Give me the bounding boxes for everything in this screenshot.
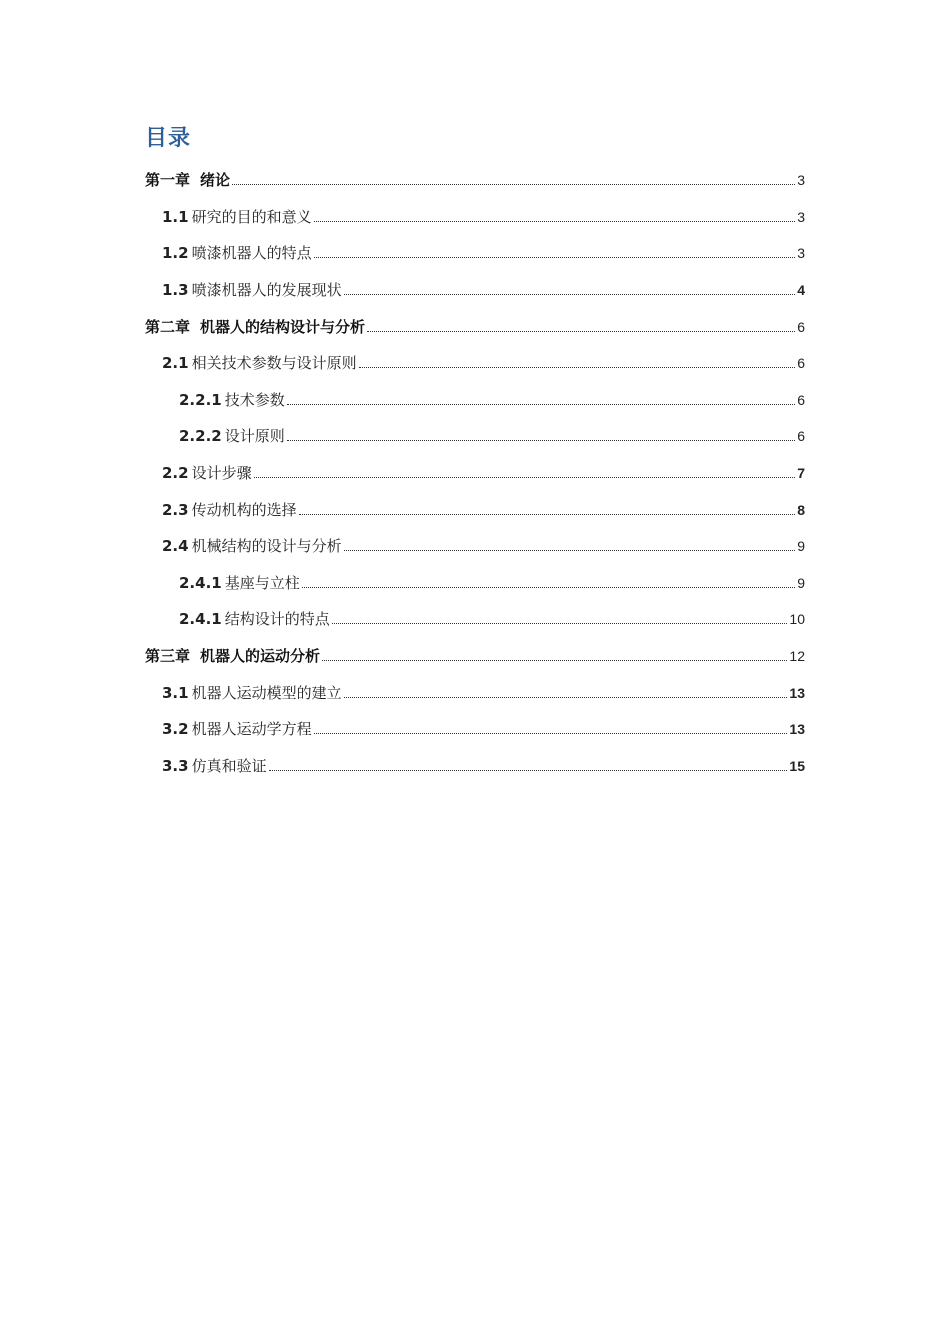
toc-entry-label: [162, 500, 297, 520]
toc-entry-number: 1.2: [162, 244, 189, 263]
toc-entry-number: 1.3: [162, 281, 189, 300]
toc-entry-page: 6: [797, 428, 805, 445]
toc-entry-title: 机器人的运动分析: [200, 647, 321, 666]
toc-dot-leader: [344, 536, 795, 556]
toc-entry-title: 基座与立柱: [224, 573, 300, 592]
toc-dot-leader: [254, 463, 795, 483]
toc-entry-title: 设计原则: [224, 427, 285, 446]
toc-entry[interactable]: [0, 638, 950, 675]
toc-entry-label: [179, 426, 285, 446]
toc-entry-number: 2.2: [162, 464, 189, 483]
toc-entry[interactable]: [0, 199, 950, 236]
toc-entry-number: 第二章: [145, 317, 191, 336]
toc-entry-number: 第三章: [145, 647, 191, 666]
toc-entry-title: 机器人运动模型的建立: [191, 683, 342, 702]
toc-entry-page: 8: [797, 501, 805, 518]
toc-entry-number: 1.1: [162, 207, 189, 226]
toc-entry-title: 机器人的结构设计与分析: [200, 317, 366, 336]
toc-entry-label: [179, 390, 285, 410]
toc-entry-title: 结构设计的特点: [224, 610, 330, 629]
toc-entry-page: 12: [789, 648, 805, 665]
toc-entry-label: [145, 646, 320, 666]
toc-entry-title: 设计步骤: [191, 464, 252, 483]
toc-entry-number: 第一章: [145, 171, 191, 190]
toc-dot-leader: [299, 500, 795, 520]
toc-entry[interactable]: [0, 674, 950, 711]
toc-dot-leader: [269, 756, 788, 776]
toc-entry-title: 绪论: [200, 171, 231, 190]
toc-entry[interactable]: [0, 235, 950, 272]
toc-entry-title: 传动机构的选择: [191, 500, 297, 519]
toc-entry-number: 2.1: [162, 354, 189, 373]
toc-entry-page: 7: [797, 465, 805, 482]
toc-entry-title: 喷漆机器人的发展现状: [191, 281, 342, 300]
toc-dot-leader: [322, 646, 787, 666]
toc-dot-leader: [314, 719, 788, 739]
toc-entry-title: 相关技术参数与设计原则: [191, 354, 357, 373]
toc-entry-number: 2.4: [162, 537, 189, 556]
toc-entry[interactable]: [0, 711, 950, 748]
toc-entry-page: 3: [797, 172, 805, 189]
toc-entry-label: [162, 719, 312, 739]
toc-entry[interactable]: [0, 455, 950, 492]
toc-entry-page: 13: [789, 684, 805, 701]
toc-entry-number: 2.4.1: [179, 573, 222, 592]
toc-title: 目录: [145, 126, 192, 151]
toc-entry[interactable]: [0, 601, 950, 638]
toc-entry[interactable]: [0, 528, 950, 565]
toc-entry-page: 9: [797, 538, 805, 555]
toc-dot-leader: [232, 170, 795, 190]
toc-entry[interactable]: [0, 418, 950, 455]
toc-entry-label: [162, 280, 342, 300]
toc-entry-number: 2.2.2: [179, 427, 222, 446]
toc-entry-title: 喷漆机器人的特点: [191, 244, 312, 263]
toc-entry-number: 3.1: [162, 683, 189, 702]
toc-entry-label: [162, 463, 252, 483]
toc-entry-page: 3: [797, 208, 805, 225]
toc-entry[interactable]: [0, 345, 950, 382]
toc-entry-label: [162, 207, 312, 227]
toc-entry[interactable]: [0, 491, 950, 528]
toc-entry-label: [162, 536, 342, 556]
toc-entry-page: 6: [797, 391, 805, 408]
toc-entry[interactable]: [0, 162, 950, 199]
toc-entry[interactable]: [0, 748, 950, 785]
toc-entry-page: 6: [797, 318, 805, 335]
toc-entry-label: [179, 573, 300, 593]
toc-entry-label: [145, 317, 365, 337]
toc-entry-number: 3.2: [162, 720, 189, 739]
toc-entry-title: 机器人运动学方程: [191, 720, 312, 739]
toc-entry-title: 机械结构的设计与分析: [191, 537, 342, 556]
toc-entry-number: 2.3: [162, 500, 189, 519]
toc-entry[interactable]: [0, 382, 950, 419]
toc-dot-leader: [344, 280, 795, 300]
toc-dot-leader: [314, 243, 795, 263]
toc-entry-page: 4: [797, 282, 805, 299]
toc-dot-leader: [287, 426, 795, 446]
toc-entry-title: 仿真和验证: [191, 756, 267, 775]
toc-dot-leader: [344, 683, 788, 703]
toc-dot-leader: [359, 353, 795, 373]
toc-dot-leader: [367, 317, 795, 337]
toc-entry-page: 6: [797, 355, 805, 372]
toc-entry-number: 3.3: [162, 756, 189, 775]
toc-entry-page: 3: [797, 245, 805, 262]
toc-dot-leader: [302, 573, 795, 593]
toc-dot-leader: [287, 390, 795, 410]
toc-entry-label: [162, 756, 267, 776]
toc-dot-leader: [332, 609, 788, 629]
toc-entry[interactable]: [0, 308, 950, 345]
toc-entry-number: 2.4.1: [179, 610, 222, 629]
toc-entry-page: 15: [789, 757, 805, 774]
toc-entry-label: [179, 609, 330, 629]
toc-entry-page: 13: [789, 721, 805, 738]
toc-entry-page: 9: [797, 574, 805, 591]
toc-entry-label: [162, 353, 357, 373]
toc-entry-label: [145, 170, 230, 190]
toc-entry-number: 2.2.1: [179, 390, 222, 409]
toc-entry-page: 10: [789, 611, 805, 628]
toc-entry[interactable]: [0, 272, 950, 309]
toc-entry-label: [162, 243, 312, 263]
toc-entry-label: [162, 683, 342, 703]
toc-entry[interactable]: [0, 565, 950, 602]
toc-dot-leader: [314, 207, 795, 227]
toc-entry-title: 研究的目的和意义: [191, 207, 312, 226]
toc-entry-title: 技术参数: [224, 390, 285, 409]
toc-list: [0, 162, 950, 784]
